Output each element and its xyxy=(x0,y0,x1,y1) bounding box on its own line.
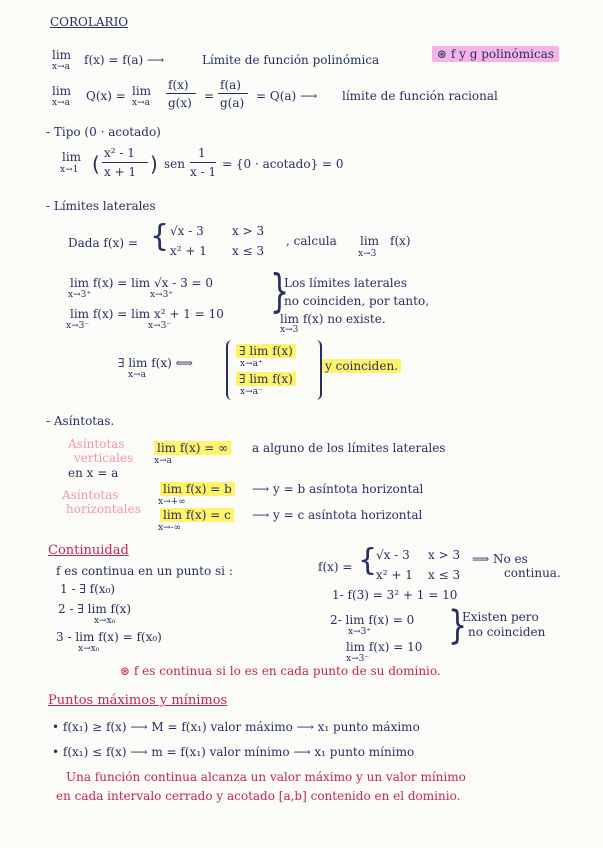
vertical-asymptote-label: Asíntotas xyxy=(68,437,125,451)
vertical-limit: lim f(x) = ∞ xyxy=(154,441,231,455)
weierstrass-theorem: en cada intervalo cerrado y acotado [a,b] contenido en el dominio. xyxy=(56,789,461,803)
quotient-label: Q(x) = xyxy=(86,89,126,103)
lim-label: lim xyxy=(132,84,152,98)
horizontal-asymptote-c: ⟶ y = c asíntota horizontal xyxy=(252,508,423,522)
case-condition: x > 3 xyxy=(232,224,265,238)
corolario-title: COROLARIO xyxy=(50,15,129,29)
lateral-note: Los límites laterales xyxy=(284,276,407,290)
continuity-intro: f es continua en un punto si : xyxy=(56,564,233,578)
fraction-denominator: g(x) xyxy=(168,96,192,110)
left-paren: ( xyxy=(92,152,100,176)
lateral-note: no coinciden, por tanto, xyxy=(284,294,430,308)
fraction-bar xyxy=(166,93,196,94)
lim-subscript: x→a xyxy=(132,98,150,108)
case-condition: x ≤ 3 xyxy=(428,568,461,582)
lim-subscript: x→a xyxy=(128,370,146,380)
horizontal-limit-plus: lim f(x) = b xyxy=(160,482,235,496)
lim-label: lim xyxy=(52,84,72,98)
right-paren: ) xyxy=(150,152,158,176)
polynomial-limit-expr: f(x) = f(a) ⟶ xyxy=(84,53,165,67)
section-heading: - Tipo (0 · acotado) xyxy=(46,125,161,139)
left-limit-expr: lim f(x) = lim x² + 1 = 10 xyxy=(70,307,224,321)
sine-label: sen xyxy=(164,157,185,171)
section-heading: - Asíntotas. xyxy=(46,414,115,428)
fraction-numerator: f(x) xyxy=(168,78,189,92)
fraction-denominator: g(a) xyxy=(220,96,245,110)
maximum-line: • f(x₁) ≥ f(x) ⟶ M = f(x₁) valor máximo ⟶ x₁ punto máximo xyxy=(52,720,420,734)
right-existence: ∃ lim f(x) xyxy=(236,344,296,358)
lim-subscript: x→3⁺ xyxy=(150,290,174,300)
lim-subscript: x→x₀ xyxy=(78,644,100,654)
case-expression: x² + 1 xyxy=(170,244,207,258)
right-brace: } xyxy=(448,603,468,650)
fraction-numerator: 1 xyxy=(198,146,206,160)
existence-expr: ∃ lim f(x) ⟺ xyxy=(118,356,193,370)
fraction-bar xyxy=(102,162,148,163)
horizontal-asymptote-label: horizontales xyxy=(66,502,141,516)
lim-subscript: x→3⁺ xyxy=(68,290,92,300)
lim-subscript: x→3⁺ xyxy=(348,627,372,637)
piecewise-label: Dada f(x) = xyxy=(68,236,138,250)
equals-sign: = xyxy=(204,89,215,103)
weierstrass-theorem: Una función continua alcanza un valor máximo y un valor mínimo xyxy=(66,770,466,784)
fraction-numerator: x² - 1 xyxy=(104,146,135,160)
not-continuous-label: continua. xyxy=(504,566,561,580)
lim-subscript: x→a⁺ xyxy=(240,359,263,369)
example-step: lim f(x) = 10 xyxy=(346,640,423,654)
vertical-asymptote-location: en x = a xyxy=(68,466,119,480)
example-step: 2- lim f(x) = 0 xyxy=(330,613,415,627)
continuity-heading: Continuidad xyxy=(48,543,129,558)
left-existence: ∃ lim f(x) xyxy=(236,372,296,386)
continuity-condition: 1 - ∃ f(x₀) xyxy=(60,582,116,596)
fraction-numerator: f(a) xyxy=(220,78,241,92)
lim-subscript: x→3⁻ xyxy=(346,654,370,664)
lim-subscript: x→a xyxy=(154,456,172,466)
fraction-denominator: x + 1 xyxy=(104,165,137,179)
lim-label: lim xyxy=(62,150,82,164)
continuity-footnote: ⊛ f es continua si lo es en cada punto de su dominio. xyxy=(120,664,441,678)
lim-subscript: x→a xyxy=(52,62,70,72)
fraction-denominator: x - 1 xyxy=(190,165,217,179)
lim-subscript: x→x₀ xyxy=(94,616,116,626)
minimum-line: • f(x₁) ≤ f(x) ⟶ m = f(x₁) valor mínimo ⟶ x₁ punto mínimo xyxy=(52,745,415,759)
horizontal-limit-minus: lim f(x) = c xyxy=(160,508,234,522)
lim-label: lim xyxy=(52,48,72,62)
continuity-condition: 2 - ∃ lim f(x) xyxy=(58,602,132,616)
example-note: no coinciden xyxy=(468,625,546,639)
case-condition: x ≤ 3 xyxy=(232,244,265,258)
fraction-bar xyxy=(218,93,248,94)
vertical-asymptote-label: verticales xyxy=(74,451,134,465)
quotient-result: = Q(a) ⟶ xyxy=(256,89,318,103)
right-limit-expr: lim f(x) = lim √x - 3 = 0 xyxy=(70,276,214,290)
polynomial-limit-text: Límite de función polinómica xyxy=(202,53,380,67)
calcula-label: , calcula xyxy=(286,234,337,248)
example-step: 1- f(3) = 3² + 1 = 10 xyxy=(332,588,458,602)
lim-subscript: x→a xyxy=(52,98,70,108)
lim-subscript: x→+∞ xyxy=(158,497,186,507)
vertical-asymptote-text: a alguno de los límites laterales xyxy=(252,441,446,455)
rational-limit-text: límite de función racional xyxy=(342,89,498,103)
example-note: Existen pero xyxy=(462,610,539,624)
case-expression: √x - 3 xyxy=(376,548,410,562)
case-expression: x² + 1 xyxy=(376,568,413,582)
case-condition: x > 3 xyxy=(428,548,461,562)
lim-subscript: x→3 xyxy=(280,325,299,335)
right-brace: } xyxy=(270,266,290,319)
lim-subscript: x→3⁻ xyxy=(148,321,172,331)
fraction-bar xyxy=(190,162,216,163)
polynomial-note: ⊛ f y g polinómicas xyxy=(432,46,559,62)
piecewise-label: f(x) = xyxy=(318,560,353,574)
coinciden-label: y coinciden. xyxy=(322,359,401,373)
lim-subscript: x→-∞ xyxy=(158,523,182,533)
extrema-heading: Puntos máximos y mínimos xyxy=(48,693,228,708)
function-label: f(x) xyxy=(390,234,411,248)
lim-subscript: x→1 xyxy=(60,165,79,175)
no-limit-note: lim f(x) no existe. xyxy=(280,312,386,326)
lim-subscript: x→3⁻ xyxy=(66,321,90,331)
left-brace: { xyxy=(150,219,170,254)
lim-subscript: x→3 xyxy=(358,249,377,259)
section-heading: - Límites laterales xyxy=(46,199,156,213)
lim-label: lim xyxy=(360,234,380,248)
bounded-result: = {0 · acotado} = 0 xyxy=(222,157,344,171)
continuity-condition: 3 - lim f(x) = f(x₀) xyxy=(56,630,162,644)
left-brace: { xyxy=(358,543,378,578)
not-continuous-arrow: ⟹ No es xyxy=(472,552,528,566)
lim-subscript: x→a⁻ xyxy=(240,387,263,397)
case-expression: √x - 3 xyxy=(170,224,204,238)
horizontal-asymptote-b: ⟶ y = b asíntota horizontal xyxy=(252,482,424,496)
horizontal-asymptote-label: Asíntotas xyxy=(62,488,119,502)
